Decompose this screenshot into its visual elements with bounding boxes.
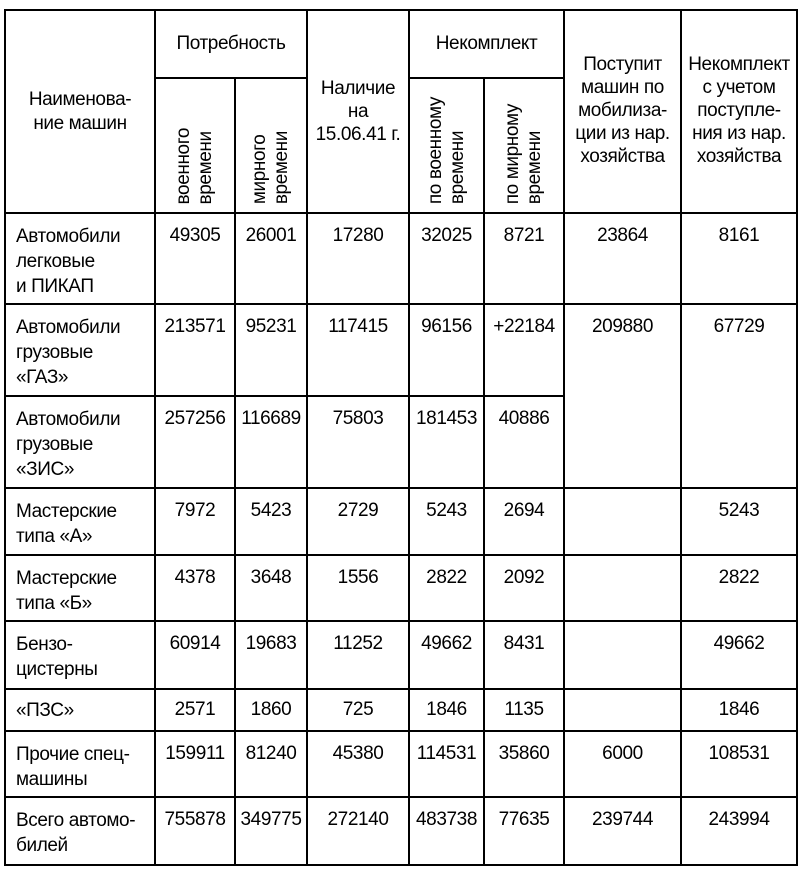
cell-short-peace: +22184 (484, 304, 564, 396)
column-header-short-peace (484, 78, 564, 213)
cell-short-peace: 8431 (484, 621, 564, 689)
cell-shortage-after: 5243 (681, 488, 797, 555)
table-row (5, 213, 797, 304)
row-name: Автомобили грузовые «ЗИС» (5, 396, 155, 488)
cell-need-war: 2571 (155, 689, 235, 731)
vehicle-needs-table (4, 9, 798, 866)
column-header-available: Наличие на 15.06.41 г. (307, 10, 409, 213)
cell-short-war: 2822 (409, 555, 484, 621)
cell-short-peace: 1135 (484, 689, 564, 731)
column-header-shortage: Некомплект (409, 10, 564, 78)
cell-available: 1556 (307, 555, 409, 621)
column-header-need-peace (235, 78, 307, 213)
cell-mobilization (564, 555, 681, 621)
cell-short-war: 96156 (409, 304, 484, 396)
cell-mobilization: 23864 (564, 213, 681, 304)
table-row (5, 555, 797, 621)
cell-need-peace: 95231 (235, 304, 307, 396)
header-row-1 (5, 10, 797, 78)
column-header-shortage-after: Некомплект с учетом поступле- ния из нар. хозяйства (681, 10, 797, 213)
cell-available: 11252 (307, 621, 409, 689)
cell-short-peace: 40886 (484, 396, 564, 488)
table-row (5, 731, 797, 797)
row-name: Мастерские типа «Б» (5, 555, 155, 621)
cell-need-war: 4378 (155, 555, 235, 621)
cell-shortage-after: 2822 (681, 555, 797, 621)
column-header-name-label: Наименова- ние машин (28, 88, 132, 134)
cell-shortage-after: 8161 (681, 213, 797, 304)
cell-need-peace: 1860 (235, 689, 307, 731)
cell-available: 17280 (307, 213, 409, 304)
cell-available: 2729 (307, 488, 409, 555)
cell-short-peace: 2694 (484, 488, 564, 555)
table-row-total (5, 797, 797, 865)
cell-available: 45380 (307, 731, 409, 797)
cell-need-peace: 81240 (235, 731, 307, 797)
cell-available: 272140 (307, 797, 409, 865)
cell-need-war: 257256 (155, 396, 235, 488)
document-page (4, 9, 796, 870)
column-header-short-war-label: по военному времени (424, 96, 468, 204)
column-header-need: Потребность (155, 10, 307, 78)
cell-short-war: 49662 (409, 621, 484, 689)
cell-need-peace: 26001 (235, 213, 307, 304)
cell-mobilization (564, 621, 681, 689)
table-row (5, 488, 797, 555)
row-name: Мастерские типа «А» (5, 488, 155, 555)
cell-mobilization (564, 488, 681, 555)
cell-short-war: 483738 (409, 797, 484, 865)
column-header-need-war-label: военного времени (173, 127, 216, 204)
cell-need-peace: 19683 (235, 621, 307, 689)
cell-available: 725 (307, 689, 409, 731)
row-name: Автомобили легковые и ПИКАП (5, 213, 155, 304)
column-header-need-war (155, 78, 235, 213)
row-name: Бензо- цистерны (5, 621, 155, 689)
cell-need-war: 7972 (155, 488, 235, 555)
table-row (5, 689, 797, 731)
cell-short-peace: 2092 (484, 555, 564, 621)
cell-mobilization: 239744 (564, 797, 681, 865)
cell-short-war: 114531 (409, 731, 484, 797)
cell-need-war: 60914 (155, 621, 235, 689)
column-header-short-war (409, 78, 484, 213)
cell-shortage-after: 1846 (681, 689, 797, 731)
cell-available: 117415 (307, 304, 409, 396)
row-name: Прочие спец- машины (5, 731, 155, 797)
column-header-short-peace-label: по мирному времени (502, 103, 546, 204)
cell-short-peace: 8721 (484, 213, 564, 304)
column-header-name (5, 10, 155, 213)
table-row (5, 304, 797, 396)
cell-need-war: 49305 (155, 213, 235, 304)
cell-need-peace: 349775 (235, 797, 307, 865)
cell-shortage-after: 49662 (681, 621, 797, 689)
cell-short-war: 5243 (409, 488, 484, 555)
row-name: Автомобили грузовые «ГАЗ» (5, 304, 155, 396)
cell-short-war: 32025 (409, 213, 484, 304)
table-row (5, 621, 797, 689)
column-header-mobilization: Поступит машин по мобилиза- ции из нар. хозяйства (564, 10, 681, 213)
cell-mobilization (564, 689, 681, 731)
cell-short-war: 181453 (409, 396, 484, 488)
cell-shortage-after: 243994 (681, 797, 797, 865)
cell-shortage-after: 67729 (681, 304, 797, 488)
cell-need-peace: 116689 (235, 396, 307, 488)
row-name: Всего автомо- билей (5, 797, 155, 865)
cell-need-war: 755878 (155, 797, 235, 865)
cell-need-war: 213571 (155, 304, 235, 396)
cell-short-peace: 77635 (484, 797, 564, 865)
cell-mobilization: 6000 (564, 731, 681, 797)
column-header-need-peace-label: мирного времени (249, 130, 292, 204)
cell-short-peace: 35860 (484, 731, 564, 797)
cell-mobilization: 209880 (564, 304, 681, 488)
cell-need-war: 159911 (155, 731, 235, 797)
cell-need-peace: 3648 (235, 555, 307, 621)
cell-need-peace: 5423 (235, 488, 307, 555)
row-name: «ПЗС» (5, 689, 155, 731)
cell-available: 75803 (307, 396, 409, 488)
cell-shortage-after: 108531 (681, 731, 797, 797)
cell-short-war: 1846 (409, 689, 484, 731)
